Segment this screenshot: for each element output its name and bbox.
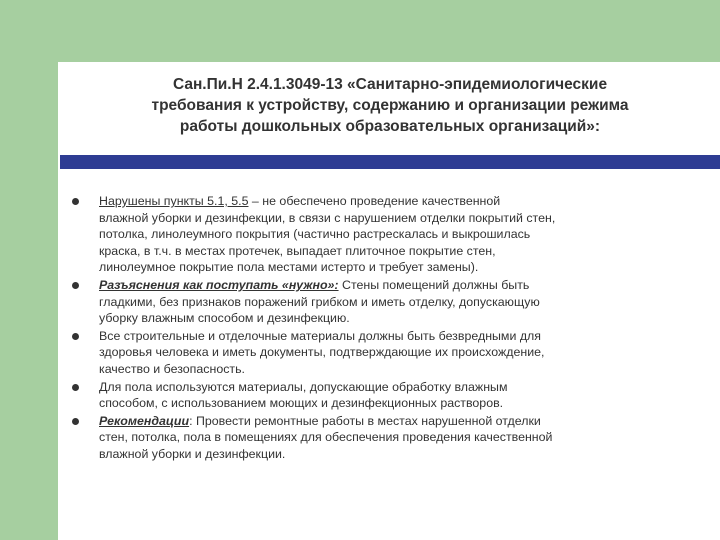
bullet-line: гладкими, без признаков поражений грибком и иметь отделку, допускающую <box>99 294 540 309</box>
bullet-line: стен, потолка, пола в помещениях для обеспечения проведения качественной <box>99 430 553 445</box>
slide-title <box>60 74 720 137</box>
bullet-line: способом, с использованием моющих и дезинфекционных растворов. <box>99 396 504 411</box>
list-item <box>72 379 672 412</box>
bullet-line: влажной уборки и дезинфекции, в связи с нарушением отделки покрытий стен, <box>99 210 556 225</box>
bullet-text: Стены помещений должны быть <box>338 277 530 292</box>
bullet-lead: Рекомендации <box>99 413 190 428</box>
bullet-icon <box>72 418 79 425</box>
list-item <box>72 193 672 276</box>
bullet-line <box>99 413 672 430</box>
bullet-line: Все строительные и отделочные материалы должны быть безвредными для <box>99 328 541 343</box>
title-line-1: Сан.Пи.Н 2.4.1.3049-13 «Санитарно-эпидемиологические <box>172 76 608 93</box>
bullet-line: линолеумное покрытие пола местами истерто и требует замены). <box>99 260 479 275</box>
bullet-line: потолка, линолеумного покрытия (частично растрескалась и выкрошилась <box>99 227 531 242</box>
green-side-band <box>0 0 58 540</box>
bullet-line: влажной уборки и дезинфекции. <box>99 446 286 461</box>
list-item <box>72 328 672 378</box>
bullet-line: уборку влажным способом и дезинфекцию. <box>99 311 350 326</box>
list-item <box>72 413 672 463</box>
bullet-icon <box>72 384 79 391</box>
title-divider-bar <box>60 155 720 169</box>
bullet-lead: Нарушены пункты 5.1, 5.5 <box>99 194 249 208</box>
bullet-line: здоровья человека и иметь документы, подтверждающие их происхождение, <box>99 345 545 360</box>
list-item <box>72 277 672 327</box>
bullet-line: краска, в т.ч. в местах протечек, выпадает плиточное покрытие стен, <box>99 243 496 258</box>
title-line-3: работы дошкольных образовательных организаций»: <box>179 118 601 135</box>
bullet-line <box>99 193 672 210</box>
bullet-text: – не обеспечено проведение качественной <box>248 194 501 208</box>
bullet-lead: Разъяснения как поступать «нужно»: <box>99 277 339 292</box>
bullet-icon <box>72 333 79 340</box>
bullet-line: качество и безопасность. <box>99 361 245 376</box>
bullet-text: : Провести ремонтные работы в местах нарушенной отделки <box>189 413 541 428</box>
bullet-icon <box>72 198 79 205</box>
bullet-line: Для пола используются материалы, допускающие обработку влажным <box>99 379 508 394</box>
bullet-icon <box>72 282 79 289</box>
green-header-band <box>0 0 720 62</box>
bullet-line <box>99 277 672 294</box>
bullet-list <box>72 193 672 464</box>
title-line-2: требования к устройству, содержанию и организации режима <box>151 97 629 114</box>
